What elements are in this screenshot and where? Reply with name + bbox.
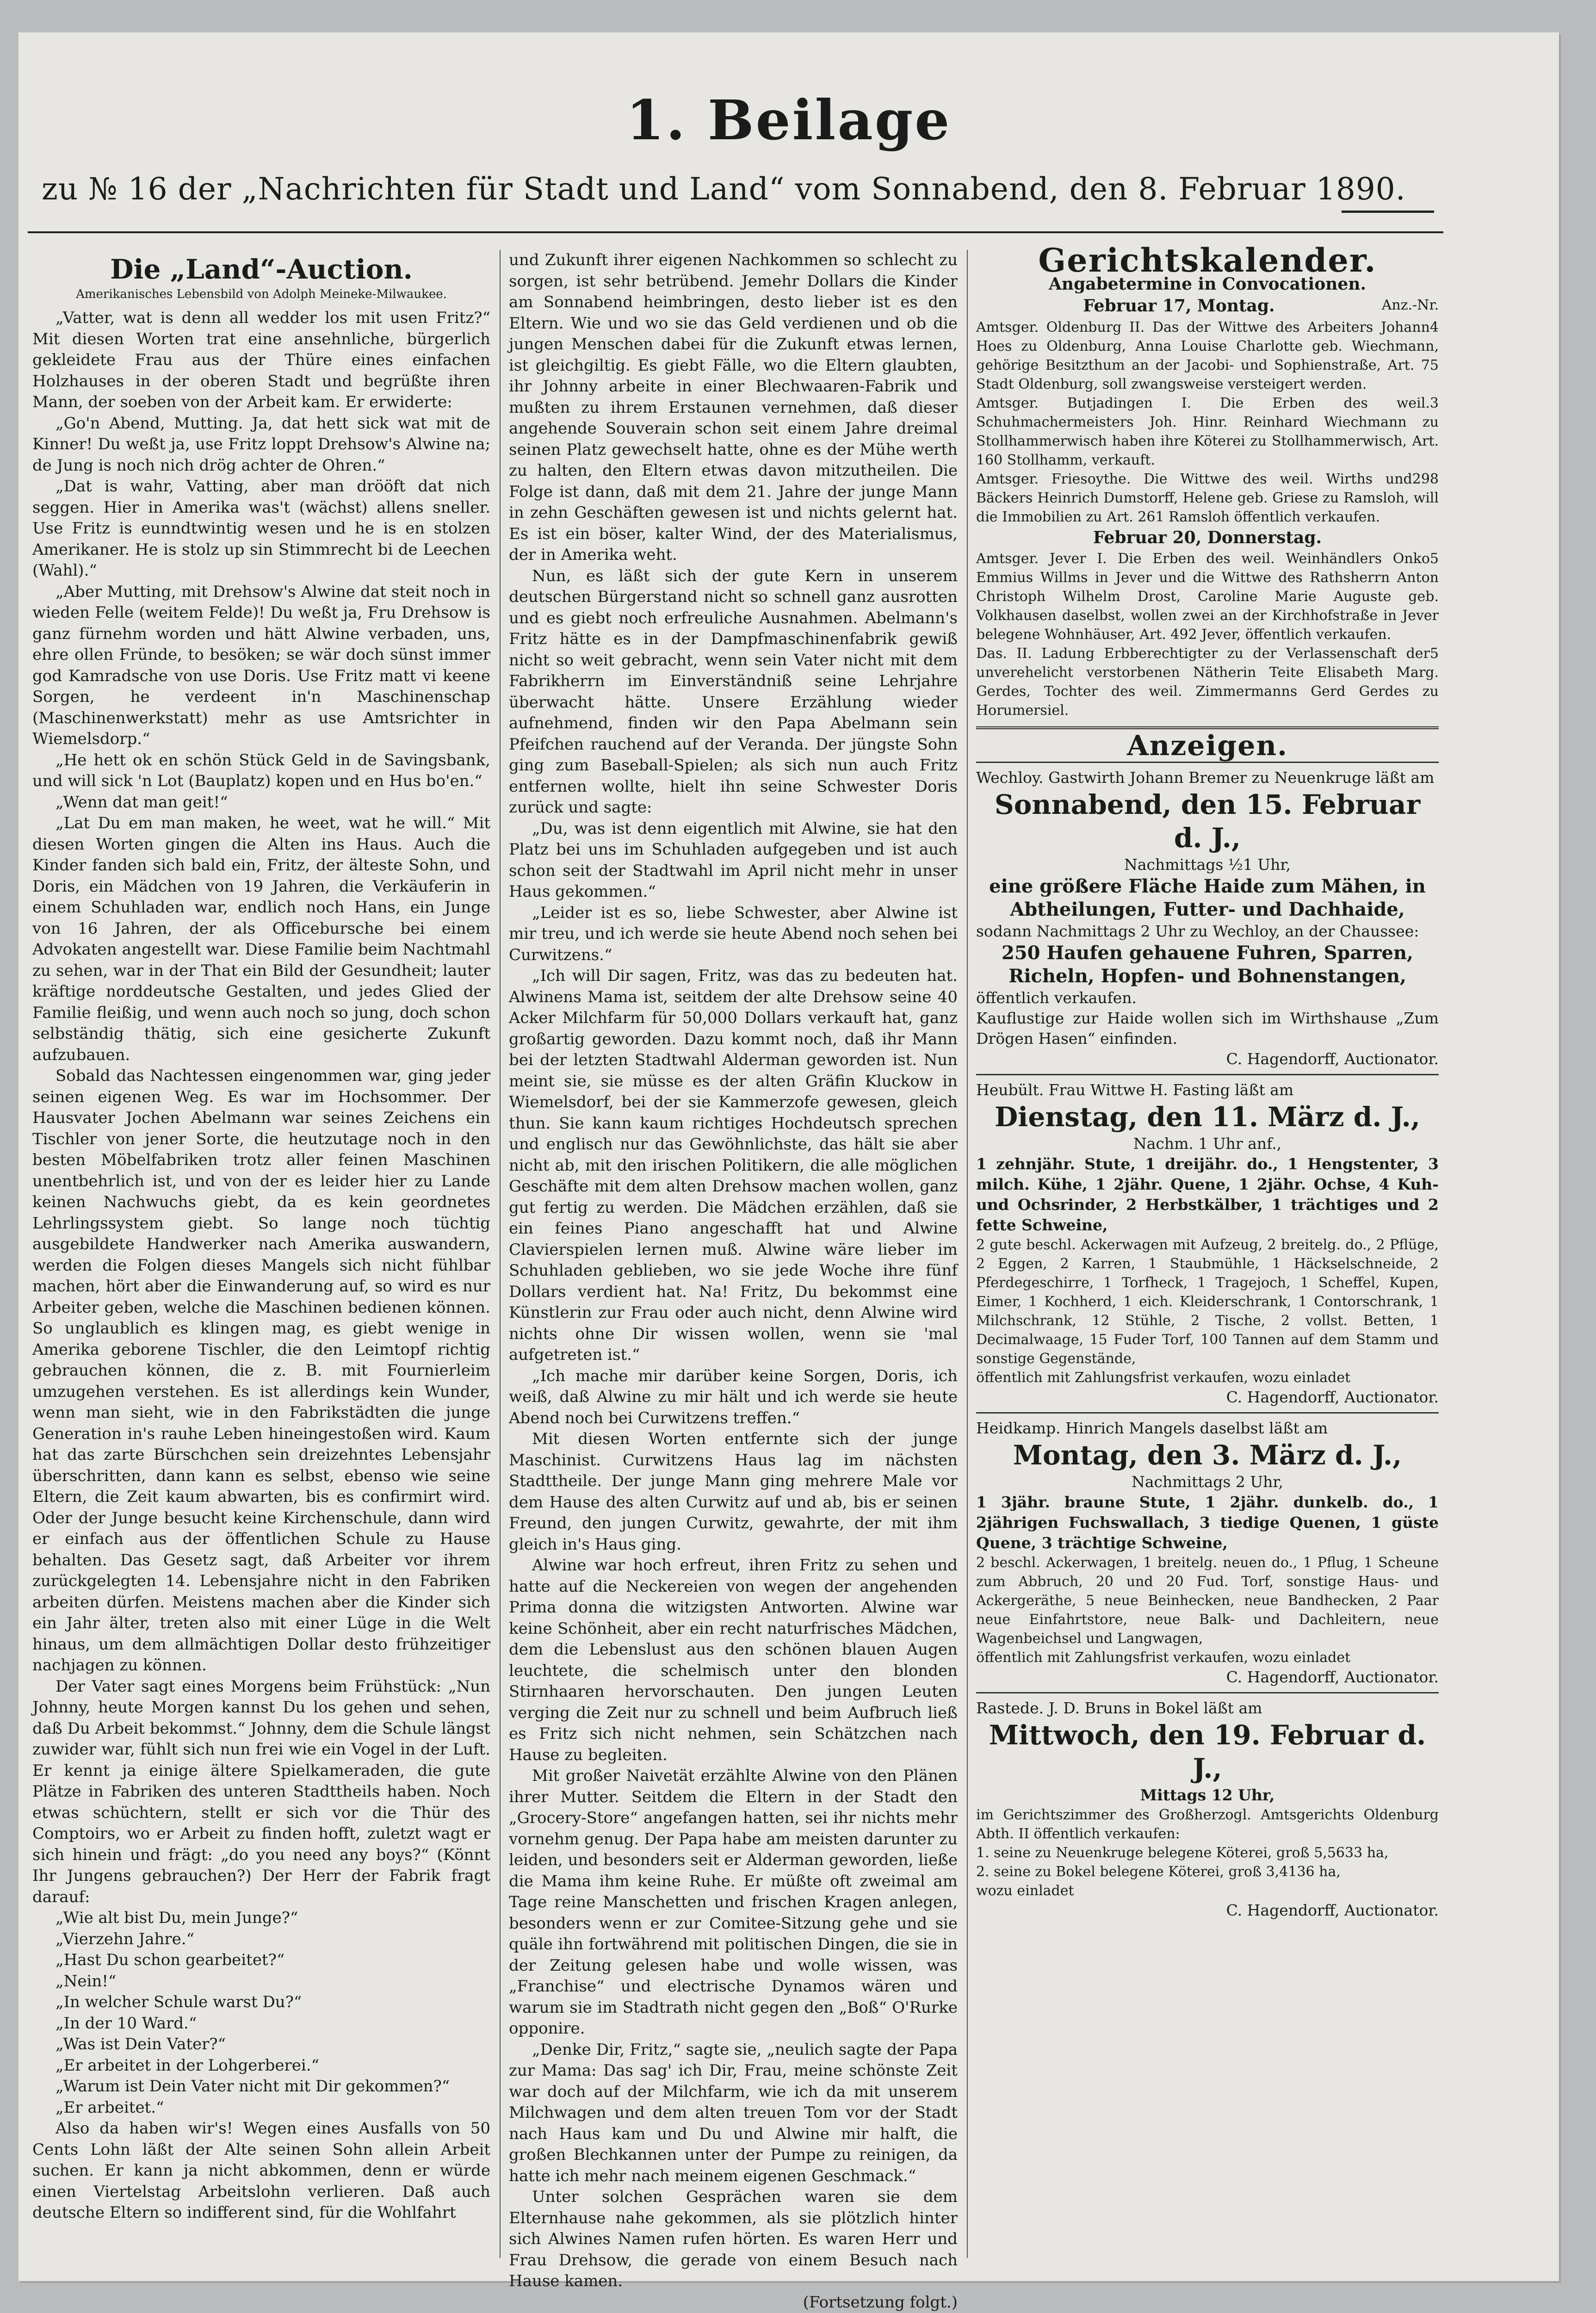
ad-text: öffentlich mit Zahlungsfrist verkaufen, wozu einladet — [976, 1368, 1439, 1387]
story-dialogue: „In der 10 Ward.“ — [32, 2013, 490, 2034]
entry-text: Amtsger. Friesoythe. Die Wittwe des weil. Wirths und Bäckers Heinrich Dumstorff, Helene geb. Griese zu Ramsloh, will die Immobilien zu Art. 261 Ramsloh öffentlich verkaufen. — [976, 471, 1439, 525]
ad-items: 1 3jähr. braune Stute, 1 2jähr. dunkelb. do., 1 2jährigen Fuchswallach, 3 tiedige Quenen, 1 güste Quene, 3 trächtige Schweine, — [976, 1492, 1439, 1553]
story-paragraph: Also da haben wir's! Wegen eines Ausfalls von 50 Cents Lohn läßt der Alte seinen Sohn allein Arbeit suchen. Er kann ja nicht abkommen, denn er würde einen Viertelstag Arbeitslohn verlieren. Daß auch deutsche Eltern so indifferent sind, für die Wohlfahrt — [32, 2118, 490, 2224]
auction-ad-heubuelt — [976, 1074, 1439, 1408]
story-dialogue: „Nein!“ — [32, 1971, 490, 1992]
story-paragraph: „Vatter, wat is denn all wedder los mit usen Fritz?“ Mit diesen Worten trat eine ansehnliche, bürgerlich gekleidete Frau aus der Thüre eines einfachen Holzhauses in der oberen Stadt und begrüßte ihren Mann, der soeben von der Arbeit kam. Er erwiderte: — [32, 308, 490, 413]
story-paragraph: „Denke Dir, Fritz,“ sagte sie, „neulich sagte der Papa zur Mama: Das sag' ich Dir, Frau, meine schönste Zeit war doch auf der Milchfarm, wie ich da mit unserem Milchwagen und dem alten treuen Tom vor der Stadt nach Haus kam und Du und Alwine mir halft, die großen Blechkannen unter der Pumpe zu reinigen, da hatte ich mehr nach meinem eigenen Geschmack.“ — [509, 2040, 958, 2187]
court-entry — [976, 318, 1439, 394]
ad-intro: Rastede. J. D. Bruns in Bokel läßt am — [976, 1698, 1439, 1718]
story-dialogue: „Warum ist Dein Vater nicht mit Dir gekommen?“ — [32, 2076, 490, 2097]
ad-time: Mittags 12 Uhr, — [976, 1785, 1439, 1805]
column-divider-2 — [967, 250, 968, 2258]
number-column-label: Anz.-Nr. — [1382, 296, 1439, 315]
story-dialogue: „Er arbeitet.“ — [32, 2097, 490, 2119]
court-entry — [976, 549, 1439, 644]
story-dialogue: „Er arbeitet in der Lohgerberei.“ — [32, 2055, 490, 2077]
court-calendar-subtitle: Angabetermine in Convocationen. — [976, 274, 1439, 295]
ad-signature: C. Hagendorff, Auctionator. — [976, 1667, 1439, 1687]
story-paragraph: „Wenn dat man geit!“ — [32, 792, 490, 813]
ad-text: sodann Nachmittags 2 Uhr zu Wechloy, an der Chaussee: — [976, 921, 1439, 942]
ad-time: Nachmittags 2 Uhr, — [976, 1472, 1439, 1492]
story-paragraph: Mit großer Naivetät erzählte Alwine von den Plänen ihrer Mutter. Seitdem die Eltern in der Stadt den „Grocery-Store“ angefangen hatten, sei ihr nichts mehr vornehm genug. Der Papa habe am meisten darunter zu leiden, und besonders seit er Alderman geworden, ließe die Mama ihm keine Ruhe. Er müßte oft zweimal am Tage reine Manschetten und frischen Kragen anlegen, besonders wenn er zur Comitee-Sitzung gehe und sie quäle ihn fortwährend mit politischen Dingen, die sie in der Zeitung gelesen habe und wolle wissen, was „Franchise“ und electrische Dynamos wären und warum sie im Stadtrath nicht gegen den „Boß“ O'Rurke opponire. — [509, 1766, 958, 2040]
entry-number: 5 — [1430, 644, 1439, 663]
ad-intro: Heidkamp. Hinrich Mangels daselbst läßt am — [976, 1418, 1439, 1439]
ad-time: Nachm. 1 Uhr anf., — [976, 1134, 1439, 1154]
story-paragraph: „Ich will Dir sagen, Fritz, was das zu bedeuten hat. Alwinens Mama ist, seitdem der alte Drehsow seine 40 Acker Milchfarm für 50,000 Dollars verkauft hat, ganz großartig geworden. Dazu kommt noch, daß ihr Mann bei der letzten Stadtwahl Alderman geworden ist. Nun meint sie, sie müsse es der alten Gräfin Kluckow in Wiemelsdorf, bei der sie Kammerzofe gewesen, gleich thun. Sie kann kaum richtiges Hochdeutsch sprechen und englisch nur das Gewöhnlichste, das hält sie aber nicht ab, mit den irischen Politikern, die alle möglichen Geschäfte mit dem alten Drehsow machen wollen, ganz gut fertig zu werden. Die Mädchen erzählen, daß sie ein feines Piano angeschafft hat und Alwine Clavierspielen lernen muß. Alwine wäre lieber im Schuhladen geblieben, wo sie jede Woche ihre fünf Dollars verdient hat. Na! Fritz, Du bekommst eine Künstlerin zur Frau oder auch nicht, denn Alwine wird nichts ohne Dir wissen wollen, wenn sie 'mal aufgetreten ist.“ — [509, 966, 958, 1366]
header-rule-short — [1342, 211, 1434, 213]
story-paragraph: „Lat Du em man maken, he weet, wat he will.“ Mit diesen Worten gingen die Alten ins Haus. Auch die Kinder fanden sich bald ein, Fritz, der älteste Sohn, und Doris, ein Mädchen von 19 Jahren, die Verkäuferin in einem Schuhladen war, endlich noch Hans, ein Junge von 16 Jahren, der als Officebursche bei einem Advokaten angestellt war. Diese Familie beim Nachtmahl zu sehen, war in der That ein Bild der Gesundheit; lauter kräftige norddeutsche Gestalten, und jedes Glied der Familie fleißig, und wenn auch noch so jung, doch schon selbständig thätig, sich eine gesicherte Zukunft aufzubauen. — [32, 813, 490, 1066]
ad-signature: C. Hagendorff, Auctionator. — [976, 1387, 1439, 1408]
column-divider-1 — [500, 250, 501, 2258]
story-dialogue: „Wie alt bist Du, mein Junge?“ — [32, 1908, 490, 1929]
story-paragraph: und Zukunft ihrer eigenen Nachkommen so schlecht zu sorgen, ist sehr betrübend. Jemehr Dollars die Kinder am Sonnabend heimbringen, desto lieber ist es den Eltern. Wie und wo sie das Geld verdienen und ob die jungen Menschen dabei für die Zukunft etwas lernen, ist gleichgiltig. Es giebt Fälle, wo die Eltern glaubten, ihr Johnny arbeite in einer Blechwaaren-Fabrik und mußten zu ihrem Erstaunen vernehmen, daß dieser angehende Souverain schon seit einem Jahre dreimal seinen Platz gewechselt hatte, ohne es der Mühe werth zu halten, den Eltern etwas davon mitzutheilen. Die Folge ist dann, daß mit dem 21. Jahre der junge Mann in zehn Geschäften gewesen ist und nichts gelernt hat. Es ist ein böser, kalter Wind, der des Materialismus, der in Amerika weht. — [509, 250, 958, 566]
story-column-1 — [32, 250, 490, 2272]
story-paragraph: Mit diesen Worten entfernte sich der junge Maschinist. Curwitzens Haus lag im nächsten Stadttheile. Der junge Mann ging mehrere Male vor dem Hause des alten Curwitz auf und ab, bis er seinen Freund, den jungen Curwitz, gewahrte, der mit ihm gleich in's Haus ging. — [509, 1429, 958, 1555]
ad-intro: Heubült. Frau Wittwe H. Fasting läßt am — [976, 1080, 1439, 1100]
continued-note: (Fortsetzung folgt.) — [509, 2292, 958, 2313]
story-byline: Amerikanisches Lebensbild von Adolph Meineke-Milwaukee. — [32, 284, 490, 305]
entry-text: Amtsger. Butjadingen I. Die Erben des weil. Schuhmachermeisters Joh. Hinr. Reinhard Wiechmann zu Stollhammerwisch haben ihre Köterei zu Stollhammerwisch, Art. 160 Stollhamm, verkauft. — [976, 395, 1439, 468]
newspaper-page — [19, 32, 1559, 2281]
story-paragraph: Unter solchen Gesprächen waren sie dem Elternhause nahe gekommen, als sie plötzlich hinter sich Alwines Namen rufen hörten. Es waren Herr und Frau Drehsow, die gerade von einem Besuch nach Hause kamen. — [509, 2187, 958, 2292]
entry-number: 3 — [1430, 394, 1439, 413]
ad-signature: C. Hagendorff, Auctionator. — [976, 1049, 1439, 1069]
story-paragraph: Alwine war hoch erfreut, ihren Fritz zu sehen und hatte auf die Neckereien von wegen der angehenden Prima donna die witzigsten Antworten. Alwine war keine Schönheit, aber ein recht naturfrisches Mädchen, dem die Lebenslust aus den schönen blauen Augen leuchtete, die schelmisch unter den blonden Stirnhaaren hervorschauten. Den jungen Leuten verging die Zeit nur zu schnell und beim Aufbruch ließ es Fritz sich nicht nehmen, sein Schätzchen nach Hause zu begleiten. — [509, 1555, 958, 1766]
court-calendar-title: Gerichtskalender. — [976, 250, 1439, 271]
story-paragraph: Der Vater sagt eines Morgens beim Frühstück: „Nun Johnny, heute Morgen kannst Du los gehen und sehen, daß Du Arbeit bekommst.“ Johnny, dem die Schule längst zuwider war, fühlt sich nun frei wie ein Vogel in der Luft. Er kennt ja einige ältere Spielkameraden, die gute Plätze in Fabriken des unteren Stadttheils haben. Noch etwas schüchtern, stellt er sich vor die Thür des Comptoirs, wo er Arbeit zu finden hofft, zuletzt wagt er sich hinein und frägt: „do you need any boys?“ (Könnt Ihr Jungens gebrauchen?) Der Herr der Fabrik fragt darauf: — [32, 1676, 490, 1908]
ad-items: eine größere Fläche Haide zum Mähen, in Abtheilungen, Futter- und Dachhaide, — [976, 875, 1439, 921]
entry-text: Das. II. Ladung Erbberechtigter zu der Verlassenschaft der unverehelicht verstorbenen Nätherin Teite Elisabeth Marg. Gerdes, Tochter des weil. Zimmermanns Gerd Gerdes zu Horumersiel. — [976, 645, 1439, 719]
court-date: Februar 17, Montag. — [976, 296, 1439, 317]
entry-number: 5 — [1430, 549, 1439, 568]
auction-ad-rastede — [976, 1692, 1439, 1921]
ad-items: 1 zehnjähr. Stute, 1 dreijähr. do., 1 Hengstenter, 3 milch. Kühe, 1 2jähr. Quene, 1 2jähr. Ochse, 4 Kuh- und Ochsrinder, 2 Herbstkälber, 1 trächtiges und 2 fette Schweine, — [976, 1154, 1439, 1235]
ad-date: Dienstag, den 11. März d. J., — [976, 1100, 1439, 1134]
ad-item: 2. seine zu Bokel belegene Köterei, groß 3,4136 ha, — [976, 1862, 1439, 1881]
story-paragraph: Sobald das Nachtessen eingenommen war, ging jeder seinen eigenen Weg. Es war im Hochsommer. Der Hausvater Jochen Abelmann war seines Zeichens ein Tischler von jener Sorte, die heutzutage noch in den besten Möbelfabriken trotz aller feinen Maschinen unentbehrlich ist, und von der es leider hier zu Lande keinen Nachwuchs giebt, da es kein geordnetes Lehrlingssystem giebt. So lange noch tüchtig ausgebildete Handwerker nach Amerika auswandern, werden die Folgen dieses Mangels sich nicht fühlbar machen, hört aber die Einwanderung auf, so wird es nur Arbeiter geben, welche die Maschinen bedienen können. So unglaublich es klingen mag, es giebt wenige in Amerika geborene Tischler, die den Leimtopf richtig gebrauchen können, die z. B. mit Fournierleim umzugehen verstehen. Es ist allerdings kein Wunder, wenn man sieht, wie in den Fabrikstädten die junge Generation in's rauhe Leben hineingestoßen wird. Kaum hat das zarte Bürschchen sein dreizehntes Lebensjahr überschritten, dann kann es selbst, ebenso wie seine Eltern, die Zeit kaum abwarten, bis es confirmirt wird. Oder der Junge besucht keine Kirchenschule, dann wird er einfach aus der öffentlichen Schule zu Hause behalten. Das Gesetz sagt, daß Arbeiter vor ihrem zurückgelegten 14. Lebensjahre nicht in den Fabriken arbeiten dürfen. Meistens machen aber die Kinder sich ein Jahr älter, treten also mit einer Lüge in die Welt hinaus, um dem allmächtigen Dollar desto frühzeitiger nachjagen zu können. — [32, 1066, 490, 1676]
ad-text: 2 gute beschl. Ackerwagen mit Aufzeug, 2 breitelg. do., 2 Pflüge, 2 Eggen, 2 Karren, 1 Staubmühle, 1 Häckselschneide, 2 Pferdegeschirre, 1 Torfheck, 1 Tragejoch, 1 Scheffel, Kupen, Eimer, 1 Kochherd, 1 eich. Kleiderschrank, 1 Contorschrank, 1 Milchschrank, 12 Stühle, 2 Tische, 2 vollst. Betten, 1 Decimalwaage, 15 Fuder Torf, 100 Tannen auf dem Stamm und sonstige Gegenstände, — [976, 1235, 1439, 1368]
story-dialogue: „In welcher Schule warst Du?“ — [32, 1992, 490, 2013]
entry-text: Amtsger. Oldenburg II. Das der Wittwe des Arbeiters Johann Hoes zu Oldenburg, Anna Louise Charlotte geb. Wiechmann, gehörige Besitzthum an der Jacobi- und Sophienstraße, Art. 75 Stadt Oldenburg, soll zwangsweise versteigert werden. — [976, 319, 1439, 392]
ad-text: öffentlich mit Zahlungsfrist verkaufen, wozu einladet — [976, 1648, 1439, 1667]
story-column-2 — [509, 250, 958, 2272]
story-paragraph: „He hett ok en schön Stück Geld in de Savingsbank, und will sick 'n Lot (Bauplatz) kopen und en Hus bo'en.“ — [32, 750, 490, 792]
entry-text: Amtsger. Jever I. Die Erben des weil. Weinhändlers Onko Emmius Willms in Jever und die Wittwe des Rathsherrn Anton Christoph Wilhelm Drost, Caroline Marie Auguste geb. Volkhausen daselbst, wollen zwei an der Kirchhofstraße in Jever belegene Wohnhäuser, Art. 492 Jever, öffentlich verkaufen. — [976, 551, 1439, 643]
story-paragraph: „Go'n Abend, Mutting. Ja, dat hett sick wat mit de Kinner! Du weßt ja, use Fritz loppt Drehsow's Alwine na; de Jung is noch nich drög achter de Ohren.“ — [32, 413, 490, 477]
supplement-title: 1. Beilage — [19, 88, 1559, 152]
auction-ad-wechloy — [976, 762, 1439, 1069]
header-rule — [28, 231, 1443, 233]
court-date: Februar 20, Donnerstag. — [976, 527, 1439, 549]
ad-text: öffentlich verkaufen. — [976, 988, 1439, 1008]
masthead — [19, 32, 1559, 222]
section-divider — [976, 726, 1439, 729]
story-dialogue: „Was ist Dein Vater?“ — [32, 2034, 490, 2055]
issue-line: zu № 16 der „Nachrichten für Stadt und Land“ vom Sonnabend, den 8. Februar 1890. — [42, 171, 1439, 207]
ad-text: im Gerichtszimmer des Großherzogl. Amtsgerichts Oldenburg Abth. II öffentlich verkaufen: — [976, 1805, 1439, 1843]
ad-item: 1. seine zu Neuenkruge belegene Köterei, groß 5,5633 ha, — [976, 1843, 1439, 1862]
notices-column — [976, 250, 1439, 2272]
entry-number: 4 — [1430, 318, 1439, 337]
story-paragraph: „Dat is wahr, Vatting, aber man drööft dat nich seggen. Hier in Amerika was't (wächst) allens sneller. Use Fritz is eunndtwintig wesen und he is en stolzen Amerikaner. He is stolz up sin Stimmrecht bi de Leechen (Wahl).“ — [32, 476, 490, 582]
court-entry — [976, 470, 1439, 527]
story-paragraph: „Du, was ist denn eigentlich mit Alwine, sie hat den Platz bei uns im Schuhladen aufgegeben und ist auch schon seit der Stadtwahl im April nicht mehr in unser Haus gekommen.“ — [509, 819, 958, 903]
story-dialogue: „Hast Du schon gearbeitet?“ — [32, 1950, 490, 1971]
ads-title: Anzeigen. — [976, 736, 1439, 757]
ad-time: Nachmittags ½1 Uhr, — [976, 855, 1439, 875]
court-entry — [976, 394, 1439, 470]
story-paragraph: „Ich mache mir darüber keine Sorgen, Doris, ich weiß, daß Alwine zu mir hält und ich werde sie heute Abend noch bei Curwitzens treffen.“ — [509, 1366, 958, 1429]
court-entry — [976, 644, 1439, 720]
ad-signature: C. Hagendorff, Auctionator. — [976, 1900, 1439, 1921]
story-title: Die „Land“-Auction. — [32, 259, 490, 280]
story-dialogue: „Vierzehn Jahre.“ — [32, 1929, 490, 1950]
entry-number: 298 — [1412, 470, 1439, 489]
auction-ad-heidkamp — [976, 1412, 1439, 1687]
court-date-row — [976, 296, 1439, 318]
story-paragraph: „Aber Mutting, mit Drehsow's Alwine dat steit noch in wieden Felle (weitem Felde)! Du weßt ja, Fru Drehsow is ganz fürnehm worden und hätt Alwine verbaden, uns, ehre ollen Fründe, to besöken; se wär doch sünst immer god Kamradsche von use Doris. Use Fritz matt vi keene Sorgen, he verdeent in'n Maschinenschap (Maschinenwerkstatt) mehr as use Amtsrichter in Wiemelsdorp.“ — [32, 582, 490, 750]
story-paragraph: Nun, es läßt sich der gute Kern in unserem deutschen Bürgerstand nicht so schnell ganz ausrotten und es giebt noch erfreuliche Ausnahmen. Abelmann's Fritz hätte es in der Dampfmaschinenfabrik gewiß nicht so weit gebracht, wenn sein Vater nicht mit dem Fabrikherrn im Einverständniß seine Lehrjahre überwacht hätte. Unsere Erzählung wieder aufnehmend, finden wir den Papa Abelmann sein Pfeifchen rauchend auf der Veranda. Der jüngste Sohn ging zum Baseball-Spielen; als sich nun auch Fritz entfernen wollte, hielt ihn seine Schwester Doris zurück und sagte: — [509, 566, 958, 819]
ad-text: 2 beschl. Ackerwagen, 1 breitelg. neuen do., 1 Pflug, 1 Scheune zum Abbruch, 20 und 20 Fud. Torf, sonstige Haus- und Ackergeräthe, 5 neue Beinhecken, neue Bandhecken, 2 Paar neue Einfahrtstore, neue Balk- und Dachleitern, neue Wagenbeichsel und Langwagen, — [976, 1553, 1439, 1648]
ad-date: Montag, den 3. März d. J., — [976, 1439, 1439, 1472]
story-paragraph: „Leider ist es so, liebe Schwester, aber Alwine ist mir treu, und ich werde sie heute Abend noch sehen bei Curwitzens.“ — [509, 903, 958, 966]
ad-items: 250 Haufen gehauene Fuhren, Sparren, Richeln, Hopfen- und Bohnenstangen, — [976, 942, 1439, 988]
ad-date: Mittwoch, den 19. Februar d. J., — [976, 1718, 1439, 1785]
ad-date: Sonnabend, den 15. Februar d. J., — [976, 788, 1439, 855]
ad-text: wozu einladet — [976, 1881, 1439, 1900]
ad-note: Kauflustige zur Haide wollen sich im Wirthshause „Zum Drögen Hasen“ einfinden. — [976, 1008, 1439, 1049]
ad-intro: Wechloy. Gastwirth Johann Bremer zu Neuenkruge läßt am — [976, 768, 1439, 788]
